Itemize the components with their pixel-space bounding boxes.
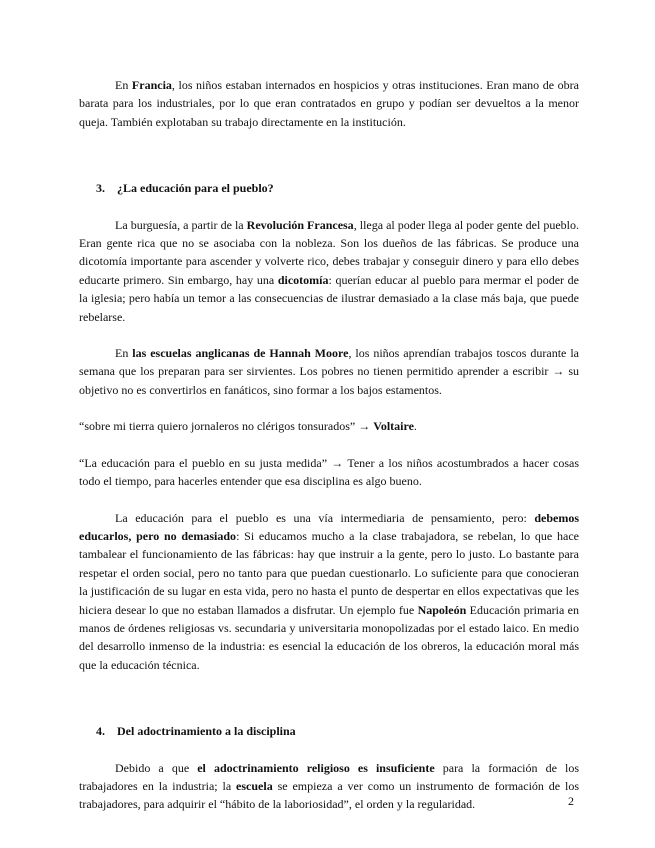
text: , llega al poder llega al poder gente del pueblo. Eran gente rica que no se asociaba con la nobleza. Son los dueños de las fábricas. Se produce una dicotomía importante para ascender y volverte rico, debes trabajar y conseguir dinero y para ello debes educarte primero. Sin embargo, hay una (79, 217, 579, 287)
text: En (115, 346, 133, 361)
text: : querían educar al pueblo para mermar el poder de la iglesia; pero había un temor a las consecuencias de ilustrar demasiado a la clase más baja, que puede rebelarse. (79, 272, 579, 324)
text: Debido a que (115, 760, 198, 775)
paragraph-justa-medida (79, 454, 579, 491)
text: , los niños estaban internados en hospicios y otras instituciones. Eran mano de obra barata para los industriales, por lo que eran contratados en grupo y podían ser devueltos a la menor queja. También explotaban su trabajo directamente en la institución. (79, 78, 579, 129)
bold-text: escuela (236, 778, 273, 793)
page-number: 2 (568, 794, 574, 808)
text: “La educación para el pueblo en su justa medida” → Tener a los niños acostumbrados a hacer cosas todo el tiempo, para hacerles entender que esa disciplina es algo bueno. (79, 455, 579, 489)
document-body (79, 76, 579, 814)
paragraph-burguesia (79, 216, 579, 326)
heading-title: Del adoctrinamiento a la disciplina (117, 724, 296, 739)
heading-number: 3. (96, 181, 105, 196)
text: Educación primaria en manos de órdenes religiosas vs. secundaria y universitaria monopolizadas por el estado laico. En medio del desarrollo inmenso de la industria: es esencial la educación de los obreros, la educación moral más que la educación técnica. (79, 602, 579, 672)
text: : Si educamos mucho a la clase trabajadora, se rebelan, lo que hace tambalear el funcionamiento de las fábricas: hay que instruir a la gente, pero lo justo. Lo bastante para respetar el orden social, pero no tanto para que puedan cuestionarlo. Lo suficiente para que conocieran la justificación de su lugar en esta vida, pero no hasta el punto de despertar en ellos expectativas que les hiciera desear lo que no estaban llamados a disfrutar. Un ejemplo fue (79, 528, 579, 617)
text: se empieza a ver como un instrumento de formación de los trabajadores, para adquirir el “hábito de la laboriosidad”, el orden y la regularidad. (79, 778, 580, 812)
text: para la formación de los trabajadores en la industria; la (79, 760, 580, 793)
text: “sobre mi tierra quiero jornaleros no clérigos tonsurados” → (79, 419, 374, 434)
text: En (115, 78, 132, 92)
bold-text: debemos educarlos, pero no demasiado (79, 510, 579, 543)
paragraph-voltaire-quote (79, 417, 579, 435)
paragraph-hannah-moore (79, 344, 579, 399)
bold-text: Napoleón (417, 602, 467, 617)
section-heading-4 (96, 722, 579, 740)
heading-title: ¿La educación para el pueblo? (117, 181, 274, 196)
text: La burguesía, a partir de la (115, 217, 247, 232)
text: , los niños aprendían trabajos toscos durante la semana que los preparan para ser sirvientes. Los pobres no tienen permitido aprender a escribir → su objetivo no es convertirlos en fanáticos, sino formar a los bajos estamentos. (79, 346, 579, 397)
section-heading-3 (96, 179, 579, 197)
bold-text: dicotomía (277, 272, 329, 287)
bold-text: el adoctrinamiento religioso es insuficiente (197, 760, 435, 775)
heading-number: 4. (96, 724, 105, 739)
paragraph-francia (79, 76, 579, 131)
bold-text: las escuelas anglicanas de Hannah Moore (132, 346, 349, 361)
text: . (413, 419, 417, 434)
text: La educación para el pueblo es una vía intermediaria de pensamiento, pero: (115, 510, 535, 525)
bold-text: Revolución Francesa (246, 217, 354, 232)
paragraph-adoctrinamiento (79, 759, 579, 814)
bold-text: Voltaire (373, 419, 414, 434)
bold-text: Francia (131, 78, 172, 92)
paragraph-via-intermediaria (79, 509, 579, 675)
